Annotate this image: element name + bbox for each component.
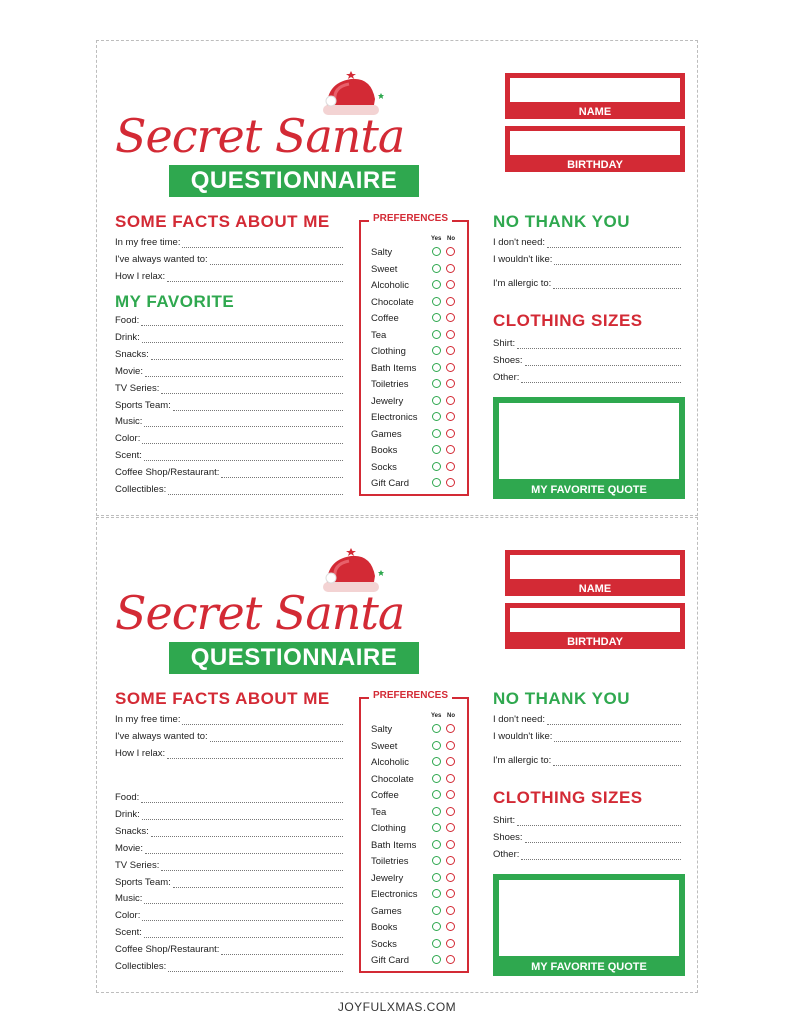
fill-line[interactable] [167, 272, 343, 282]
yes-radio[interactable] [432, 922, 441, 931]
preferences-box [359, 690, 469, 973]
preference-name: Coffee [371, 790, 399, 801]
field-label: TV Series: [115, 859, 160, 871]
fill-line[interactable] [517, 339, 681, 349]
yes-radio[interactable] [432, 724, 441, 733]
fill-line[interactable] [547, 238, 681, 248]
field-label: Movie: [115, 365, 143, 377]
favorite-field[interactable] [115, 944, 343, 955]
quote-input-area[interactable] [499, 880, 679, 956]
field-label: Drink: [115, 331, 140, 343]
fill-line[interactable] [173, 878, 343, 888]
fill-line[interactable] [141, 793, 343, 803]
preference-row [371, 312, 463, 326]
field-label: I don't need: [493, 237, 545, 248]
field-label: I wouldn't like: [493, 731, 553, 742]
favorite-heading: MY FAVORITE [115, 292, 235, 311]
field-label: Collectibles: [115, 961, 167, 972]
quote-label: MY FAVORITE QUOTE [531, 484, 647, 496]
preference-row [371, 279, 463, 293]
yes-radio[interactable] [432, 823, 441, 832]
preference-name: Gift Card [371, 478, 410, 489]
no-radio[interactable] [446, 429, 455, 438]
preference-name: Games [371, 905, 402, 917]
name-input-area[interactable] [510, 555, 680, 579]
name-label: NAME [578, 106, 612, 118]
preference-row [371, 246, 463, 260]
fill-line[interactable] [142, 911, 343, 921]
preference-row [371, 263, 463, 277]
preference-name: Games [371, 428, 402, 440]
fill-line[interactable] [182, 238, 343, 248]
field-label: I'm allergic to: [493, 278, 552, 289]
favorite-field[interactable] [115, 366, 343, 377]
yes-radio[interactable] [432, 807, 441, 816]
preference-name: Books [371, 445, 398, 456]
preference-row [371, 296, 463, 310]
field-label: How I relax: [115, 271, 166, 282]
field-label: Music: [115, 416, 143, 428]
no-thanks-field[interactable] [493, 278, 681, 289]
clothing-field[interactable] [493, 832, 681, 843]
favorite-field[interactable] [115, 809, 343, 820]
fill-line[interactable] [142, 333, 343, 343]
field-label: Music: [115, 893, 143, 905]
field-label: Other: [493, 372, 520, 383]
preference-name: Toiletries [371, 379, 409, 390]
preference-row [371, 428, 463, 442]
field-label: Movie: [115, 842, 143, 854]
preference-row [371, 806, 463, 820]
fill-line[interactable] [142, 810, 343, 820]
preference-name: Electronics [371, 412, 418, 423]
field-label: I don't need: [493, 714, 545, 725]
fill-line[interactable] [151, 827, 343, 837]
fill-line[interactable] [554, 255, 681, 265]
preference-name: Coffee [371, 313, 399, 324]
no-radio[interactable] [446, 346, 455, 355]
favorite-field[interactable] [115, 332, 343, 343]
fill-line[interactable] [142, 434, 343, 444]
fill-line[interactable] [182, 715, 343, 725]
preference-name: Sweet [371, 263, 398, 275]
favorite-field[interactable] [115, 450, 343, 461]
card-title: Secret Santa [115, 586, 405, 640]
fill-line[interactable] [168, 962, 343, 972]
fill-line[interactable] [221, 468, 343, 478]
no-radio[interactable] [446, 774, 455, 783]
subtitle-banner: QUESTIONNAIRE [169, 165, 419, 197]
facts-heading: SOME FACTS ABOUT ME [115, 212, 330, 231]
preference-row [371, 905, 463, 919]
fill-line[interactable] [144, 894, 343, 904]
fill-line[interactable] [517, 816, 681, 826]
footer-site: JOYFULXMAS.COM [337, 1000, 457, 1014]
preference-name: Socks [371, 461, 397, 473]
favorite-field[interactable] [115, 961, 343, 972]
favorite-field[interactable] [115, 400, 343, 411]
name-field[interactable] [505, 73, 685, 119]
fill-line[interactable] [144, 417, 343, 427]
fact-field[interactable] [115, 237, 343, 248]
preference-name: Sweet [371, 740, 398, 752]
fill-line[interactable] [141, 316, 343, 326]
preference-name: Clothing [371, 346, 406, 357]
fill-line[interactable] [553, 279, 681, 289]
favorite-field[interactable] [115, 893, 343, 904]
fill-line[interactable] [210, 732, 343, 742]
field-label: How I relax: [115, 748, 166, 759]
no-radio[interactable] [446, 922, 455, 931]
preference-row [371, 477, 463, 491]
no-thanks-field[interactable] [493, 237, 681, 248]
preference-row [371, 938, 463, 952]
title-area [115, 71, 495, 166]
preference-name: Jewelry [371, 395, 404, 407]
no-radio[interactable] [446, 840, 455, 849]
yes-radio[interactable] [432, 955, 441, 964]
no-radio[interactable] [446, 790, 455, 799]
favorite-field[interactable] [115, 349, 343, 360]
favorite-field[interactable] [115, 484, 343, 495]
clothing-field[interactable] [493, 355, 681, 366]
no-thanks-heading: NO THANK YOU [493, 212, 630, 231]
no-radio[interactable] [446, 823, 455, 832]
birthday-label: BIRTHDAY [567, 636, 623, 648]
field-label: Food: [115, 792, 140, 803]
fact-field[interactable] [115, 748, 343, 759]
no-radio[interactable] [446, 807, 455, 816]
favorite-field[interactable] [115, 910, 343, 921]
fill-line[interactable] [521, 850, 681, 860]
preference-row [371, 395, 463, 409]
favorite-field[interactable] [115, 433, 343, 444]
field-label: I'm allergic to: [493, 755, 552, 766]
no-radio[interactable] [446, 379, 455, 388]
questionnaire-card [96, 40, 698, 516]
fill-line[interactable] [221, 945, 343, 955]
fill-line[interactable] [210, 255, 343, 265]
no-label: No [447, 713, 455, 719]
preference-name: Clothing [371, 823, 406, 834]
preference-name: Chocolate [371, 773, 414, 785]
favorite-field[interactable] [115, 927, 343, 938]
favorite-field[interactable] [115, 843, 343, 854]
yes-label: Yes [431, 236, 442, 242]
no-thanks-heading: NO THANK YOU [493, 689, 630, 708]
fill-line[interactable] [554, 732, 681, 742]
clothing-field[interactable] [493, 849, 681, 860]
yes-radio[interactable] [432, 280, 441, 289]
no-radio[interactable] [446, 396, 455, 405]
no-thanks-field[interactable] [493, 714, 681, 725]
field-label: Collectibles: [115, 484, 167, 495]
fill-line[interactable] [161, 384, 343, 394]
yes-radio[interactable] [432, 856, 441, 865]
questionnaire-card [96, 517, 698, 993]
preference-row [371, 822, 463, 836]
field-label: TV Series: [115, 382, 160, 394]
field-label: Color: [115, 910, 141, 922]
preference-name: Tea [371, 806, 387, 818]
yes-label: Yes [431, 713, 442, 719]
birthday-input-area[interactable] [510, 131, 680, 155]
preference-row [371, 872, 463, 886]
preference-row [371, 888, 463, 902]
favorite-field[interactable] [115, 860, 343, 871]
no-radio[interactable] [446, 280, 455, 289]
no-radio[interactable] [446, 264, 455, 273]
preference-row [371, 461, 463, 475]
field-label: Snacks: [115, 825, 149, 837]
favorite-field[interactable] [115, 826, 343, 837]
preference-row [371, 839, 463, 853]
field-label: Other: [493, 849, 520, 860]
no-radio[interactable] [446, 724, 455, 733]
preference-row [371, 411, 463, 425]
birthday-field[interactable] [505, 126, 685, 172]
birthday-label: BIRTHDAY [567, 159, 623, 171]
name-field[interactable] [505, 550, 685, 596]
fact-field[interactable] [115, 714, 343, 725]
favorite-quote-box[interactable] [493, 874, 685, 976]
quote-label: MY FAVORITE QUOTE [531, 961, 647, 973]
preference-row [371, 378, 463, 392]
no-radio[interactable] [446, 741, 455, 750]
favorite-field[interactable] [115, 877, 343, 888]
preferences-box [359, 213, 469, 496]
yes-radio[interactable] [432, 363, 441, 372]
yes-radio[interactable] [432, 889, 441, 898]
yes-radio[interactable] [432, 741, 441, 750]
fact-field[interactable] [115, 271, 343, 282]
no-radio[interactable] [446, 330, 455, 339]
yes-radio[interactable] [432, 774, 441, 783]
subtitle-banner: QUESTIONNAIRE [169, 642, 419, 674]
field-label: Sports Team: [115, 876, 171, 888]
yes-radio[interactable] [432, 840, 441, 849]
no-thanks-field[interactable] [493, 254, 681, 265]
preference-name: Gift Card [371, 955, 410, 966]
preferences-heading: PREFERENCES [369, 690, 452, 701]
favorite-field[interactable] [115, 792, 343, 803]
fill-line[interactable] [547, 715, 681, 725]
no-label: No [447, 236, 455, 242]
title-area [115, 548, 495, 643]
fill-line[interactable] [144, 451, 343, 461]
fill-line[interactable] [167, 749, 343, 759]
field-label: In my free time: [115, 237, 181, 248]
fill-line[interactable] [525, 356, 681, 366]
no-radio[interactable] [446, 955, 455, 964]
preference-name: Chocolate [371, 296, 414, 308]
yes-radio[interactable] [432, 330, 441, 339]
fact-field[interactable] [115, 731, 343, 742]
preference-row [371, 329, 463, 343]
preference-row [371, 773, 463, 787]
preference-row [371, 444, 463, 458]
field-label: Drink: [115, 808, 140, 820]
favorite-quote-box[interactable] [493, 397, 685, 499]
no-radio[interactable] [446, 363, 455, 372]
preference-row [371, 921, 463, 935]
preference-name: Electronics [371, 889, 418, 900]
no-radio[interactable] [446, 478, 455, 487]
fill-line[interactable] [161, 861, 343, 871]
preference-name: Tea [371, 329, 387, 341]
preference-name: Bath Items [371, 362, 417, 374]
favorite-field[interactable] [115, 416, 343, 427]
favorite-field[interactable] [115, 383, 343, 394]
preference-row [371, 345, 463, 359]
fill-line[interactable] [145, 844, 343, 854]
quote-input-area[interactable] [499, 403, 679, 479]
preferences-heading: PREFERENCES [369, 213, 452, 224]
field-label: Scent: [115, 450, 142, 462]
no-radio[interactable] [446, 297, 455, 306]
preference-row [371, 740, 463, 754]
yes-radio[interactable] [432, 412, 441, 421]
no-radio[interactable] [446, 906, 455, 915]
yes-radio[interactable] [432, 790, 441, 799]
fill-line[interactable] [521, 373, 681, 383]
yes-radio[interactable] [432, 313, 441, 322]
yes-radio[interactable] [432, 429, 441, 438]
preference-name: Bath Items [371, 839, 417, 851]
preference-row [371, 756, 463, 770]
card-title: Secret Santa [115, 109, 405, 163]
yes-radio[interactable] [432, 478, 441, 487]
no-radio[interactable] [446, 873, 455, 882]
field-label: I've always wanted to: [115, 731, 208, 742]
field-label: Food: [115, 315, 140, 326]
field-label: Snacks: [115, 348, 149, 360]
fill-line[interactable] [553, 756, 681, 766]
yes-radio[interactable] [432, 873, 441, 882]
field-label: Coffee Shop/Restaurant: [115, 467, 220, 479]
facts-heading: SOME FACTS ABOUT ME [115, 689, 330, 708]
fill-line[interactable] [145, 367, 343, 377]
fill-line[interactable] [525, 833, 681, 843]
preference-row [371, 362, 463, 376]
preference-name: Alcoholic [371, 757, 410, 768]
yes-radio[interactable] [432, 445, 441, 454]
yes-radio[interactable] [432, 379, 441, 388]
yes-radio[interactable] [432, 297, 441, 306]
fill-line[interactable] [144, 928, 343, 938]
preference-row [371, 954, 463, 968]
fill-line[interactable] [151, 350, 343, 360]
preference-row [371, 789, 463, 803]
preference-name: Alcoholic [371, 280, 410, 291]
field-label: In my free time: [115, 714, 181, 725]
yes-radio[interactable] [432, 757, 441, 766]
no-radio[interactable] [446, 889, 455, 898]
fill-line[interactable] [168, 485, 343, 495]
fact-field[interactable] [115, 254, 343, 265]
preference-row [371, 723, 463, 737]
name-input-area[interactable] [510, 78, 680, 102]
clothing-heading: CLOTHING SIZES [493, 311, 643, 330]
no-thanks-field[interactable] [493, 755, 681, 766]
name-label: NAME [578, 583, 612, 595]
no-radio[interactable] [446, 856, 455, 865]
yes-radio[interactable] [432, 939, 441, 948]
field-label: Shirt: [493, 338, 516, 349]
field-label: Coffee Shop/Restaurant: [115, 944, 220, 956]
preference-name: Salty [371, 724, 393, 735]
field-label: Sports Team: [115, 399, 171, 411]
field-label: Shoes: [493, 832, 523, 843]
birthday-input-area[interactable] [510, 608, 680, 632]
preference-name: Salty [371, 247, 393, 258]
field-label: Shoes: [493, 355, 523, 366]
clothing-field[interactable] [493, 338, 681, 349]
favorite-field[interactable] [115, 467, 343, 478]
yes-radio[interactable] [432, 346, 441, 355]
no-radio[interactable] [446, 247, 455, 256]
yes-radio[interactable] [432, 906, 441, 915]
preference-row [371, 855, 463, 869]
no-radio[interactable] [446, 412, 455, 421]
birthday-field[interactable] [505, 603, 685, 649]
clothing-field[interactable] [493, 372, 681, 383]
preference-name: Books [371, 922, 398, 933]
yes-radio[interactable] [432, 264, 441, 273]
fill-line[interactable] [173, 401, 343, 411]
preference-name: Socks [371, 938, 397, 950]
no-radio[interactable] [446, 313, 455, 322]
no-radio[interactable] [446, 445, 455, 454]
clothing-field[interactable] [493, 815, 681, 826]
yes-radio[interactable] [432, 462, 441, 471]
no-radio[interactable] [446, 462, 455, 471]
no-radio[interactable] [446, 939, 455, 948]
preference-name: Jewelry [371, 872, 404, 884]
no-radio[interactable] [446, 757, 455, 766]
yes-radio[interactable] [432, 247, 441, 256]
field-label: I wouldn't like: [493, 254, 553, 265]
yes-radio[interactable] [432, 396, 441, 405]
preference-name: Toiletries [371, 856, 409, 867]
field-label: Shirt: [493, 815, 516, 826]
favorite-field[interactable] [115, 315, 343, 326]
clothing-heading: CLOTHING SIZES [493, 788, 643, 807]
field-label: Scent: [115, 927, 142, 939]
no-thanks-field[interactable] [493, 731, 681, 742]
field-label: I've always wanted to: [115, 254, 208, 265]
field-label: Color: [115, 433, 141, 445]
